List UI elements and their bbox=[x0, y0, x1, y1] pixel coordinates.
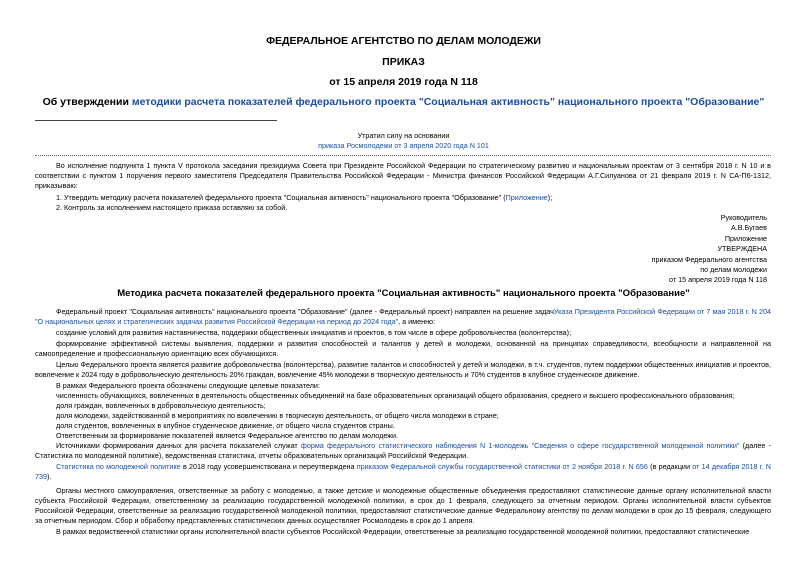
method-para-11-text: Источниками формирования данных для расчета показателей служат bbox=[56, 441, 301, 450]
rosstat-order-link[interactable]: приказом Федеральной службы государственной статистики от 2 ноября 2018 г. N 656 bbox=[356, 462, 648, 471]
doc-title bbox=[0, 96, 807, 108]
approved-label: УТВЕРЖДЕНА bbox=[717, 244, 767, 254]
appendix-link[interactable]: Приложение bbox=[505, 193, 548, 202]
method-para-1-end: , а именно: bbox=[398, 317, 436, 326]
method-para-8: доля молодежи, задействованной в мероприятиях по вовлечению в творческую деятельность, от общего числа молодежи в стране; bbox=[56, 411, 499, 420]
signature-position: Руководитель bbox=[720, 213, 767, 222]
method-para-11-end: (далее - Статистика по молодежной политике), ведомственная статистика, отчеты образовательных организаций Российской Федерации. bbox=[35, 441, 772, 460]
method-para-4: Целью Федерального проекта является развитие добровольчества (волонтерства), развитие талантов и способностей у детей и молодежи, в т.ч. студентов, путем поддержки общественных инициатив и проектов, вовлечение к 2024 году в добровольческую деятельность 20% граждан, вовлечение 45% молодежи в творческую деятельность и 70% студентов в клубное студенческое движение. bbox=[35, 360, 771, 379]
method-para-12-text: в 2018 году усовершенствована и переутверждена bbox=[180, 462, 357, 471]
method-para-14: В рамках ведомственной статистики органы исполнительной власти субъектов Российской Федерации, ответственные за реализацию государственной молодежной политики, предоставляют статистические bbox=[56, 527, 750, 536]
doc-type: ПРИКАЗ bbox=[382, 56, 425, 68]
method-para-11 bbox=[35, 441, 771, 461]
method-para-2: создание условий для развития наставничества, поддержки общественных инициатив и проектов, в том числе в сфере добровольчества (волонтерства); bbox=[56, 328, 572, 337]
approved-by-line2: по делам молодежи bbox=[700, 265, 767, 275]
method-para-12-end: ). bbox=[47, 472, 52, 481]
header-divider bbox=[35, 120, 277, 121]
approved-date: от 15 апреля 2019 года N 118 bbox=[669, 275, 767, 285]
method-para-1 bbox=[35, 307, 771, 327]
agency-title: ФЕДЕРАЛЬНОЕ АГЕНТСТВО ПО ДЕЛАМ МОЛОДЕЖИ bbox=[266, 35, 541, 47]
doc-title-prefix: Об утверждении bbox=[42, 96, 132, 108]
stat-form-link[interactable]: форма федерального статистического наблюдения N 1-молодежь "Сведения о сфере государственной молодежной политики" bbox=[300, 441, 740, 450]
method-para-9: доля студентов, вовлеченных в клубное студенческое движение, от общего числа студентов страны. bbox=[56, 421, 395, 430]
note-divider bbox=[35, 155, 771, 156]
body-para-2 bbox=[35, 193, 771, 203]
repeal-note-link[interactable]: приказа Росмолодежи от 3 апреля 2020 года N 101 bbox=[318, 141, 489, 150]
method-para-5: В рамках Федерального проекта обозначены следующие целевые показатели: bbox=[56, 381, 320, 390]
body-para-2-text: 1. Утвердить методику расчета показателей федерального проекта "Социальная активность" национального проекта "Образование" ( bbox=[56, 193, 506, 202]
decree-link[interactable]: Указа Президента Российской Федерации от 7 мая 2018 г. N 204 "О национальных целях и стратегических задачах развития Российской Федерации на период до 2024 года" bbox=[35, 307, 771, 326]
method-para-13: Органы местного самоуправления, ответственные за работу с молодежью, а также детские и молодежные общественные объединения предоставляют статистические данные органу исполнительной власти субъекта Российской Федерации, ответственному за реализацию государственной молодежной политики, в срок до 1 февраля, следующего за отчетным периодом. Органы исполнительной власти субъектов Российской Федерации, ответственные за реализацию государственной молодежной политики, предоставляют статистические данные Федеральному агентству по делам молодежи в срок до 15 февраля, следующего за отчетным периодом. Сбор и обработку представленных статистических данных осуществляет Росмолодежь в срок до 1 апреля. bbox=[35, 486, 771, 525]
body-para-1: Во исполнение подпункта 1 пункта V протокола заседания президиума Совета при Президенте Российской Федерации по стратегическому развитию и национальным проектам от 3 сентября 2018 г. N 10 и в соответствии с пунктом 1 поручения первого заместителя Председателя Правительства Российской Федерации - Министра финансов Российской Федерации А.Г.Силуанова от 21 февраля 2019 г. N СА-П6-1312, приказываю: bbox=[35, 161, 771, 190]
appendix-label: Приложение bbox=[724, 233, 767, 243]
method-para-7: доля граждан, вовлеченных в добровольческую деятельность; bbox=[56, 401, 266, 410]
method-para-3: формирование эффективной системы выявления, поддержки и развития способностей и талантов у детей и молодежи, основанной на принципах справедливости, всеобщности и направленной на самоопределение и профессиональную ориентацию всех обучающихся. bbox=[35, 339, 771, 358]
doc-date-number: от 15 апреля 2019 года N 118 bbox=[329, 76, 478, 88]
method-para-1-text: Федеральный проект "Социальная активность" национального проекта "Образование" (далее - Федеральный проект) направлен на решение задач bbox=[56, 307, 554, 316]
method-para-10: Ответственным за формирование показателей является Федеральное агентство по делам молодежи. bbox=[56, 431, 399, 440]
body-para-3: 2. Контроль за исполнением настоящего приказа оставляю за собой. bbox=[56, 203, 288, 212]
approved-by-line1: приказом Федерального агентства bbox=[651, 254, 767, 264]
body-para-2-end: ); bbox=[547, 193, 553, 202]
method-para-12 bbox=[35, 462, 771, 482]
doc-title-link[interactable]: методики расчета показателей федерального проекта "Социальная активность" национального проекта "Образование" bbox=[131, 96, 765, 108]
youth-stat-link[interactable]: Статистика по молодежной политике bbox=[56, 462, 181, 471]
method-title: Методика расчета показателей федерального проекта "Социальная активность" национального проекта "Образование" bbox=[117, 288, 690, 299]
repeal-note-line1: Утратил силу на основании bbox=[357, 131, 450, 140]
signature-name: А.В.Бугаев bbox=[730, 223, 767, 233]
rosstat-edition-link[interactable]: от 14 декабря 2018 г. N 739 bbox=[35, 462, 771, 481]
signature-block bbox=[652, 213, 767, 286]
method-para-12-mid: (в редакции bbox=[647, 462, 693, 471]
method-para-6: численность обучающихся, вовлеченных в деятельность общественных объединений на базе образовательных организаций общего образования, среднего и высшего профессионального образования; bbox=[56, 391, 735, 400]
